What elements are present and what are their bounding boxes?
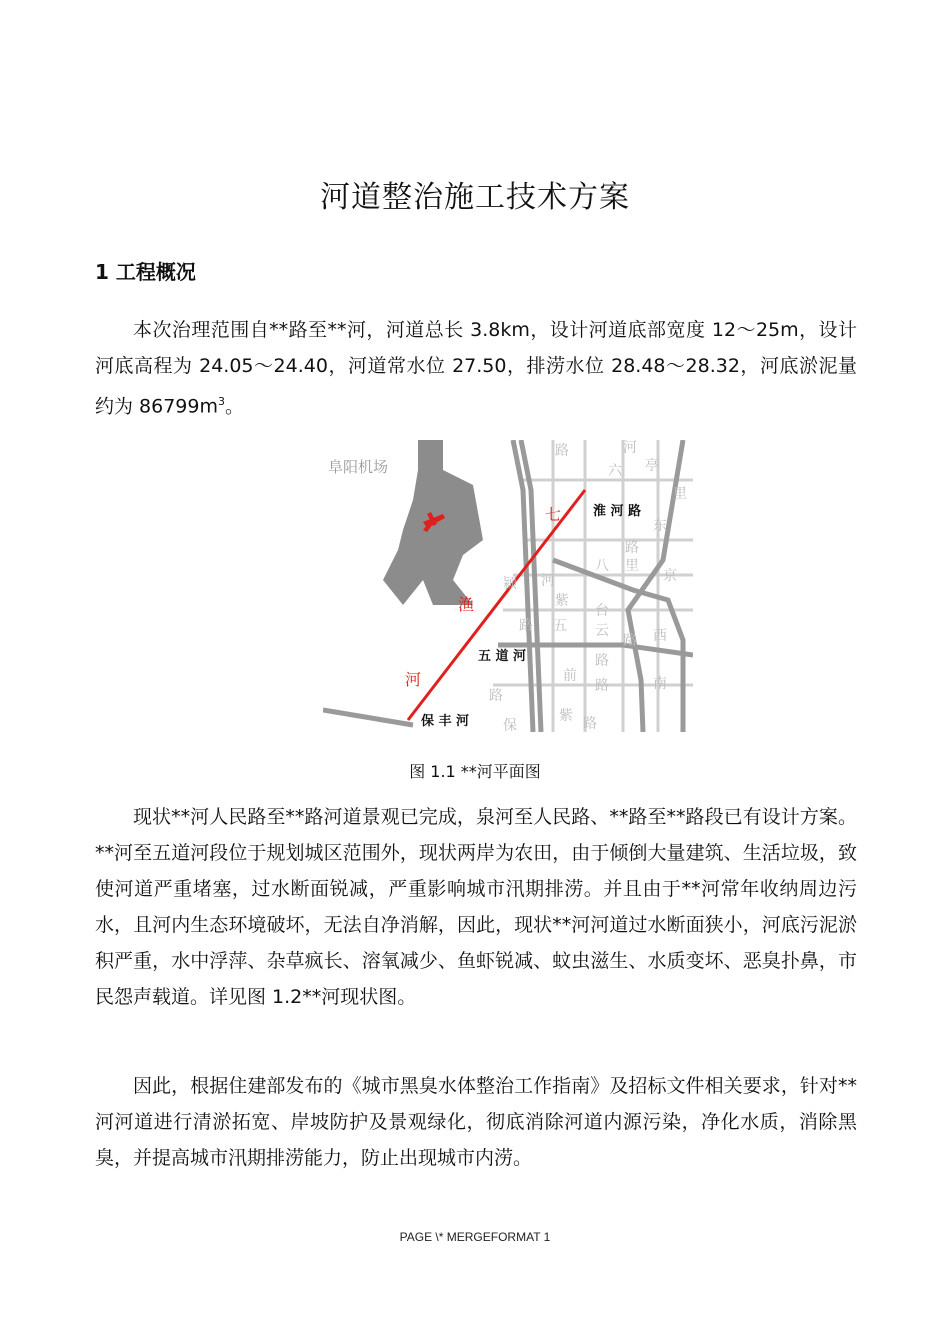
map-bg-char: 路	[489, 688, 503, 704]
paragraph-overview-text: 本次治理范围自**路至**河，河道总长 3.8km，设计河道底部宽度 12～25m，设计河底高程为 24.05～24.40，河道常水位 27.50，排涝水位 28.48～28.32，河底淤泥量约为 86799m	[95, 319, 857, 418]
map-bg-char: 路	[625, 540, 639, 556]
map-bg-char: 东	[653, 518, 667, 534]
document-title: 河道整治施工技术方案	[320, 180, 630, 215]
section-heading: 1 工程概况	[95, 260, 196, 284]
map-bg-char: 五	[553, 618, 567, 634]
map-bg-char: 台	[595, 603, 609, 619]
paragraph-status: 现状**河人民路至**路河道景观已完成，泉河至人民路、**路至**路段已有设计方案。**河至五道河段位于规划城区范围外，现状两岸为农田，由于倾倒大量建筑、生活垃圾，致使河道严重堵塞，过水断面锐减，严重影响城市汛期排涝。并且由于**河常年收纳周边污水，且河内生态环境破坏，无法自净消解，因此，现状**河河道过水断面狭小，河底污泥淤积严重，水中浮萍、杂草疯长、溶氧减少、鱼虾锐减、蚊虫滋生、水质变坏、恶臭扑鼻，市民怨声载道。详见图 1.2**河现状图。	[95, 806, 857, 1008]
superscript-3: 3	[218, 395, 225, 408]
map-bg-char: 六	[608, 463, 622, 479]
map-bg-char: 路	[623, 633, 637, 649]
paragraph-overview	[95, 312, 857, 424]
map-bg-char: 前	[563, 668, 577, 684]
river-char-2: 渔	[458, 595, 475, 614]
map-bg-char: 路	[555, 443, 569, 459]
river-char-3: 河	[405, 670, 422, 689]
map-bg-char: 京	[663, 568, 677, 584]
map-bg-char: 西	[653, 628, 667, 644]
map-bg-char: 河	[623, 440, 637, 456]
figure-caption: 图 1.1 **河平面图	[409, 762, 541, 781]
airport-label: 阜阳机场	[328, 458, 389, 476]
road-baofeng-label: 保 丰 河	[421, 714, 470, 729]
map-bg-char: 云	[595, 623, 609, 639]
river-plan-map	[323, 440, 693, 732]
map-bg-char: 里	[673, 486, 687, 502]
road-huaihe-label: 淮 河 路	[593, 504, 642, 519]
map-bg-char: 路	[583, 716, 597, 732]
map-bg-char: 颍	[503, 576, 517, 592]
map-bg-char: 路	[519, 618, 533, 634]
road-wudaohe-label: 五 道 河	[478, 649, 527, 664]
map-bg-char: 紫	[559, 708, 573, 724]
map-bg-char: 南	[653, 676, 667, 692]
map-bg-char: 八	[595, 558, 609, 574]
map-bg-char: 保	[503, 718, 517, 732]
paragraph-plan: 因此，根据住建部发布的《城市黑臭水体整治工作指南》及招标文件相关要求，针对**河河道进行清淤拓宽、岸坡防护及景观绿化，彻底消除河道内源污染，净化水质，消除黑臭，并提高城市汛期排涝能力，防止出现城市内涝。	[95, 1075, 857, 1169]
map-bg-char: 紫	[555, 593, 569, 609]
map-bg-char: 里	[625, 558, 639, 574]
map-bg-char: 亭	[645, 458, 659, 474]
map-bg-char: 河	[541, 573, 555, 589]
map-bg-char: 路	[595, 653, 609, 669]
page-footer: PAGE \* MERGEFORMAT 1	[399, 1230, 551, 1244]
map-bg-char: 路	[595, 678, 609, 694]
river-char-1: 七	[545, 505, 562, 524]
paragraph-overview-end: 。	[225, 395, 245, 418]
